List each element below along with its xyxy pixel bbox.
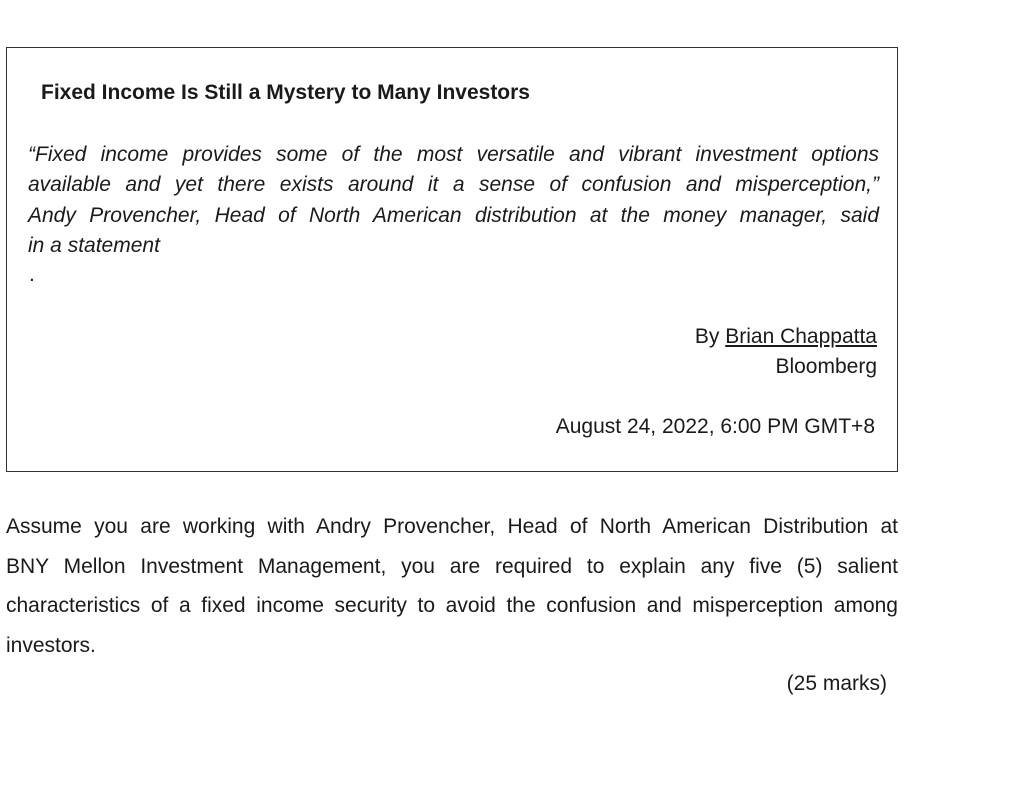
by-prefix: By: [694, 325, 726, 348]
marks-label: (25 marks): [786, 672, 887, 695]
article-box: [6, 47, 898, 472]
question-line: characteristics of a fixed income security to avoid the confusion and misperception among: [6, 594, 898, 618]
question-line: investors.: [6, 634, 96, 658]
quote-line: in a statement: [28, 233, 160, 257]
author-line: [695, 322, 877, 352]
question-line: BNY Mellon Investment Management, you are required to explain any five (5) salient: [6, 554, 898, 578]
author-link[interactable]: Brian Chappatta: [725, 325, 877, 348]
trailing-dot: .: [29, 263, 35, 286]
article-quote: [28, 140, 879, 261]
article-title: Fixed Income Is Still a Mystery to Many Investors: [41, 81, 530, 104]
publisher-name: Bloomberg: [775, 355, 877, 378]
byline: [695, 322, 877, 382]
quote-line: Andy Provencher, Head of North American distribution at the money manager, said: [28, 203, 879, 227]
quote-line: available and yet there exists around it a sense of confusion and misperception,”: [28, 173, 879, 197]
article-date: August 24, 2022, 6:00 PM GMT+8: [555, 415, 875, 438]
question-text: [6, 507, 898, 666]
question-line: Assume you are working with Andry Provencher, Head of North American Distribution at: [6, 515, 898, 538]
quote-line: “Fixed income provides some of the most versatile and vibrant investment options: [28, 143, 879, 166]
